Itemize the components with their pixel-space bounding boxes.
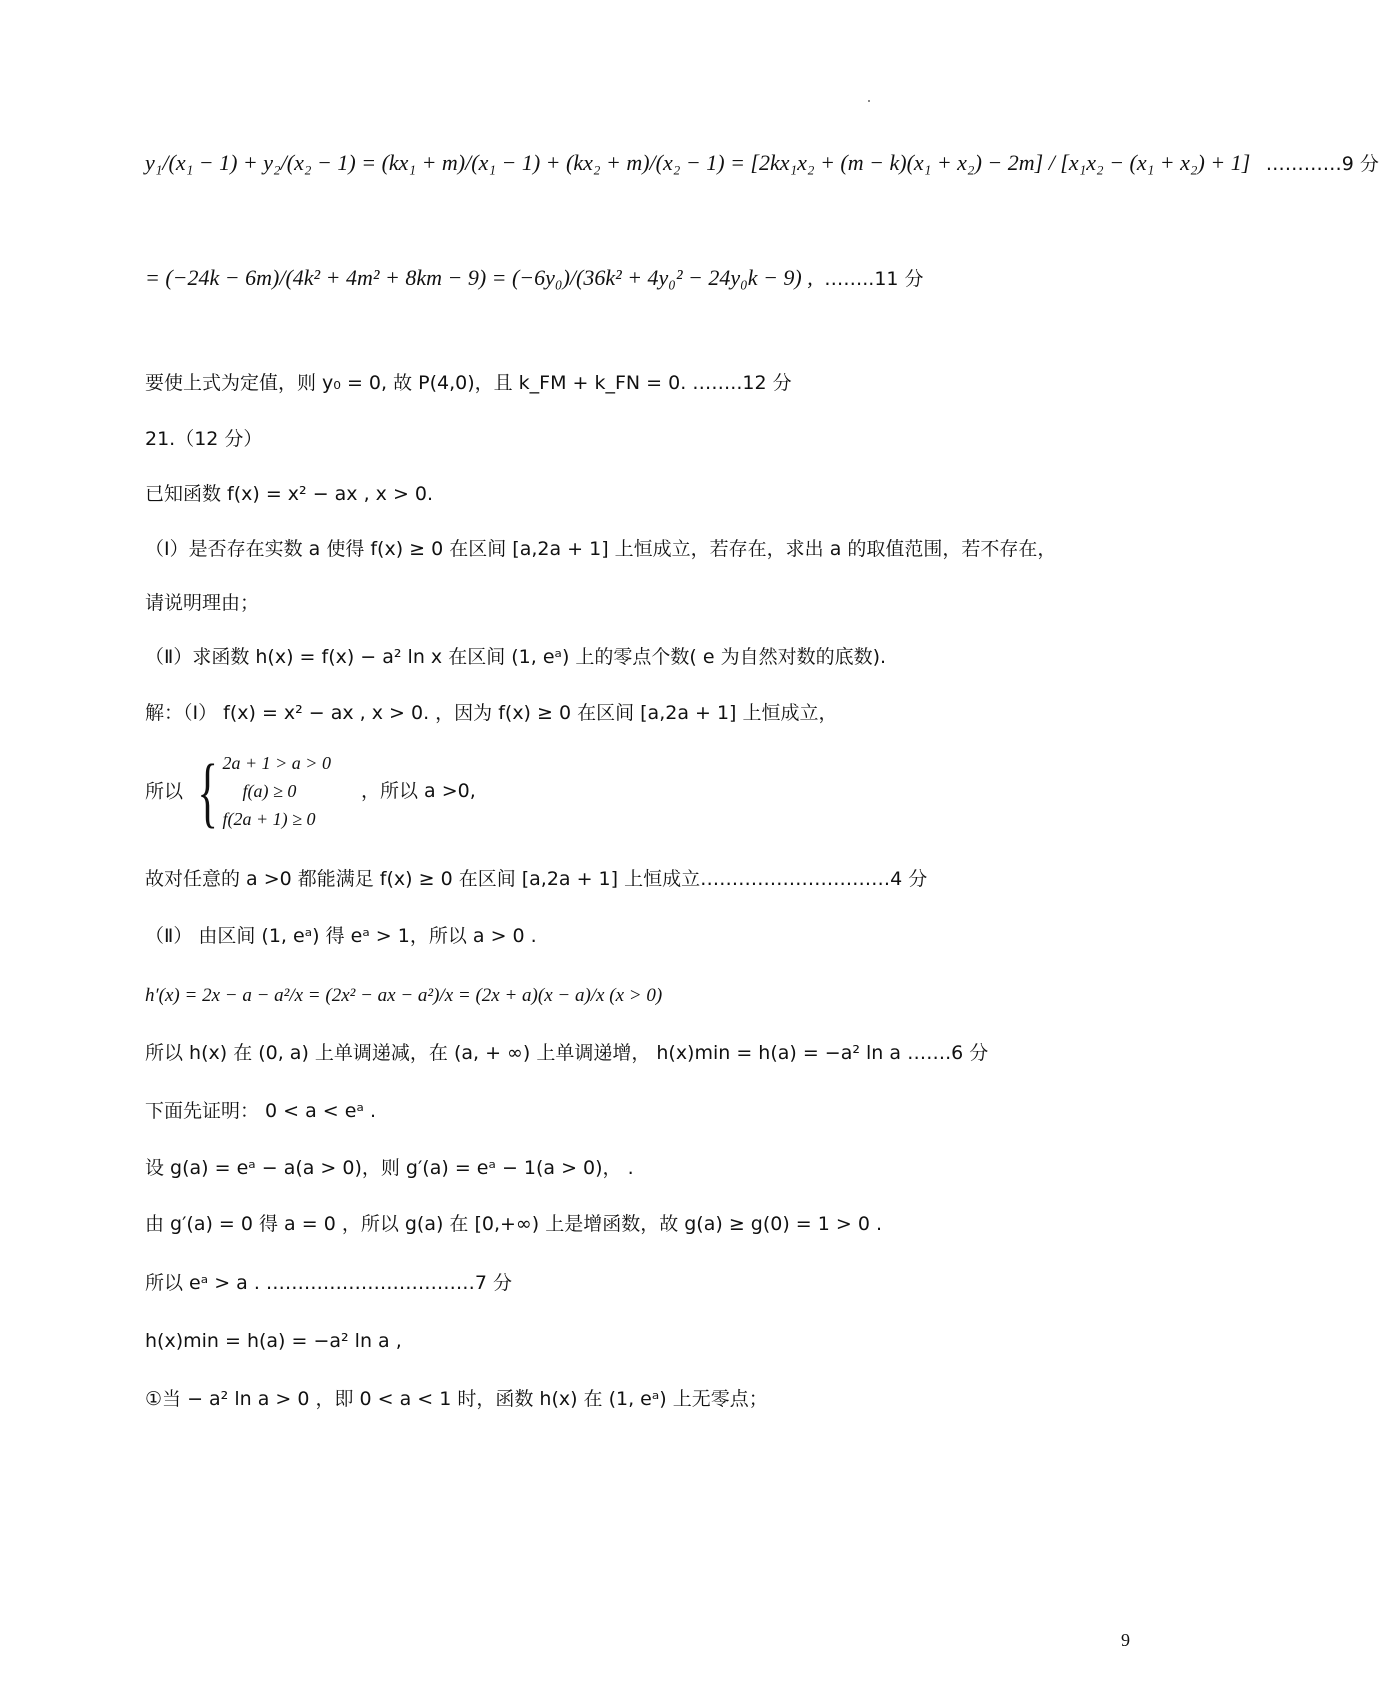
equation-text: y₁/(x₁ − 1) + y₂/(x₂ − 1) = (kx₁ + m)/(x₁ − 1) + (kx₂ + m)/(x₂ − 1) = [2kx₁x₂ + (m − k)(x₁ + x₂) − 2m] / [x₁x₂ − (x₁ + x₂) + 1] <box>145 150 1251 175</box>
text-line-3: 要使上式为定值，则 y₀ = 0, 故 P(4,0)，且 k_FM + k_FN = 0. ……..12 分 <box>145 372 792 394</box>
equation-line-2 <box>145 265 924 291</box>
cases-block <box>145 747 476 835</box>
case-analysis-1: ①当 − a² ln a > 0 ，即 0 < a < 1 时，函数 h(x) 在 (1, eᵃ) 上无零点； <box>145 1388 768 1410</box>
derivative-line: h′(x) = 2x − a − a²/x = (2x² − ax − a²)/x = (2x + a)(x − a)/x (x > 0) <box>145 985 663 1006</box>
g-increasing: 由 g′(a) = 0 得 a = 0 ，所以 g(a) 在 [0,+∞) 上是增函数，故 g(a) ≥ g(0) = 1 > 0 . <box>145 1213 883 1235</box>
define-g: 设 g(a) = eᵃ − a(a > 0)，则 g′(a) = eᵃ − 1(a > 0)， . <box>145 1157 634 1179</box>
score-mark: ……..11 分 <box>824 268 924 290</box>
solution-line-conclusion: 故对任意的 a >0 都能满足 f(x) ≥ 0 在区间 [a,2a + 1] 上恒成立…………………………4 分 <box>145 868 928 890</box>
conclusion-7: 所以 eᵃ > a . ……………………………7 分 <box>145 1272 513 1294</box>
cases-suffix: ，所以 a >0, <box>361 780 476 803</box>
speck <box>868 100 870 102</box>
case-1: 2a + 1 > a > 0 <box>222 753 331 773</box>
question-part-1-cont: 请说明理由； <box>145 592 260 614</box>
solution-line-1: 解：（Ⅰ） f(x) = x² − ax , x > 0. ，因为 f(x) ≥ 0 在区间 [a,2a + 1] 上恒成立， <box>145 702 838 724</box>
h-min-line: h(x)min = h(a) = −a² ln a , <box>145 1330 402 1352</box>
problem-number: 21.（12 分） <box>145 428 263 450</box>
problem-statement: 已知函数 f(x) = x² − ax , x > 0. <box>145 483 434 505</box>
question-part-1: （Ⅰ）是否存在实数 a 使得 f(x) ≥ 0 在区间 [a,2a + 1] 上恒成立，若存在，求出 a 的取值范围，若不存在， <box>145 538 1057 560</box>
solution-part-2-start: （Ⅱ） 由区间 (1, eᵃ) 得 eᵃ > 1，所以 a > 0 . <box>145 925 537 947</box>
monotonic-line: 所以 h(x) 在 (0, a) 上单调递减，在 (a, + ∞) 上单调递增， h(x)min = h(a) = −a² ln a …….6 分 <box>145 1042 989 1064</box>
case-3: f(2a + 1) ≥ 0 <box>222 808 316 829</box>
case-2: f(a) ≥ 0 <box>242 780 297 801</box>
equation-line-1 <box>145 150 1379 176</box>
proof-start: 下面先证明： 0 < a < eᵃ . <box>145 1100 376 1122</box>
cases-list <box>223 750 331 834</box>
brace: { 2a + 1 > a > 0 f(a) ≥ 0 f(2a + 1) ≥ 0 <box>197 747 331 835</box>
page-number: 9 <box>1121 1630 1130 1650</box>
question-part-2: （Ⅱ）求函数 h(x) = f(x) − a² ln x 在区间 (1, eᵃ) 上的零点个数( e 为自然对数的底数). <box>145 646 887 668</box>
score-mark: …………9 分 <box>1265 153 1379 175</box>
cases-prefix: 所以 <box>145 780 184 803</box>
equation-text: = (−24k − 6m)/(4k² + 4m² + 8km − 9) = (−6y₀)/(36k² + 4y₀² − 24y₀k − 9) , <box>145 265 813 290</box>
